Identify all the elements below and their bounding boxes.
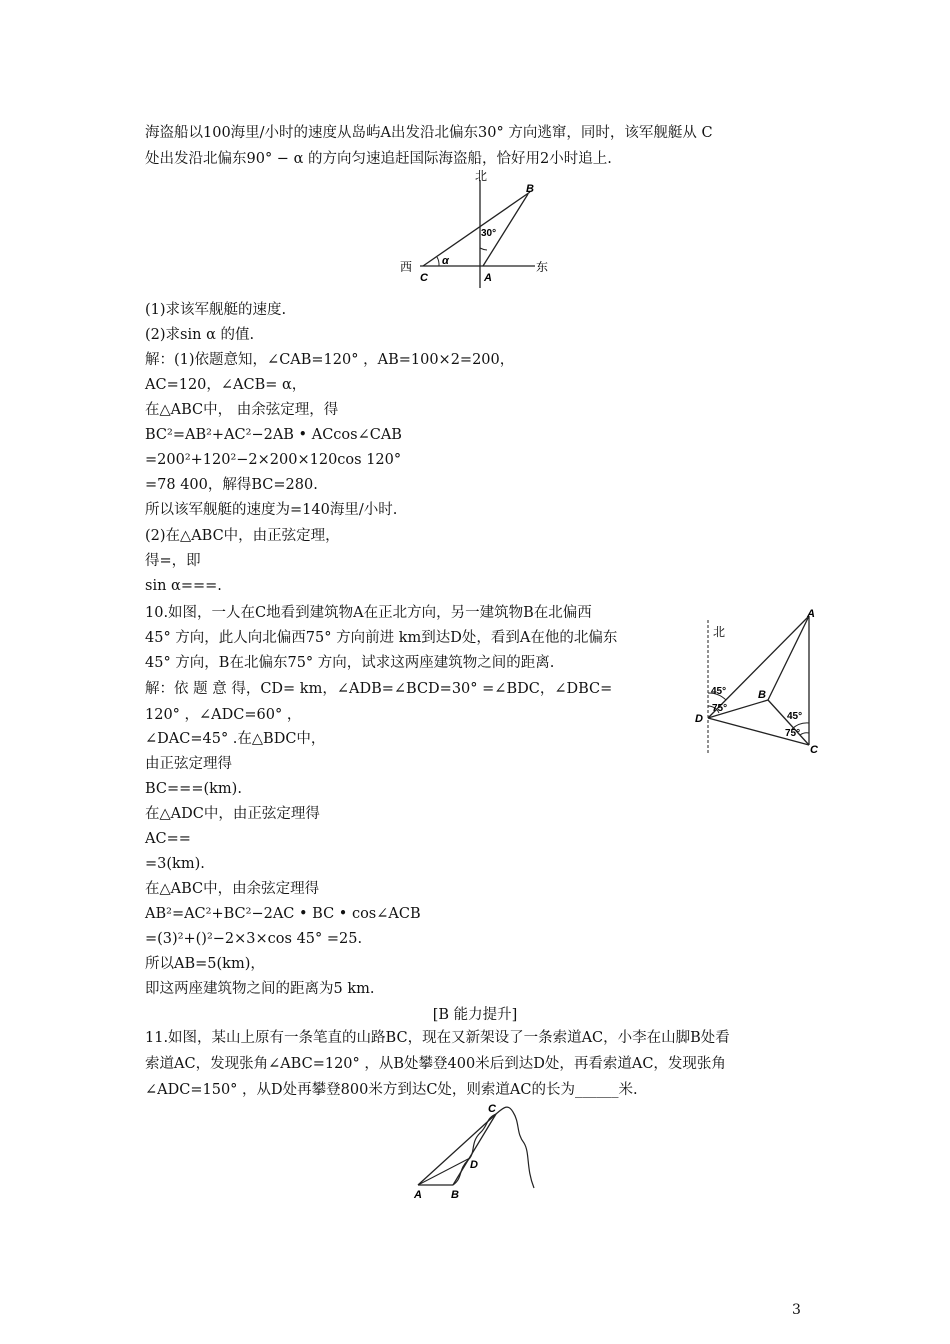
text-line: 所以该军舰艇的速度为=140海里/小时. bbox=[145, 502, 398, 518]
point-c-label: C bbox=[488, 1103, 496, 1115]
text-line: 索道AC，发现张角∠ABC=120° ，从B处攀登400米后到达D处，再看索道AC，发现张角 bbox=[145, 1056, 726, 1072]
angle-75-label: 75° bbox=[785, 728, 801, 739]
page-number: 3 bbox=[792, 1302, 801, 1318]
text-line: 10.如图，一人在C地看到建筑物A在正北方向，另一建筑物B在北偏西 bbox=[145, 605, 592, 621]
text-line: BC===(km). bbox=[145, 781, 242, 797]
text-line: 解：(1)依题意知，∠CAB=120° ，AB=100×2=200， bbox=[145, 352, 515, 368]
point-b-label: B bbox=[758, 689, 766, 701]
angle-75-label: 75° bbox=[712, 703, 728, 714]
text-line: =3(km). bbox=[145, 856, 205, 872]
east-label: 东 bbox=[536, 260, 549, 274]
point-a-label: A bbox=[807, 608, 815, 620]
angle-30-label: 30° bbox=[481, 228, 497, 239]
point-d-label: D bbox=[695, 713, 703, 725]
text-line: 11.如图，某山上原有一条笔直的山路BC，现在又新架设了一条索道AC，小李在山脚B处看 bbox=[145, 1030, 730, 1046]
point-a-label: A bbox=[484, 272, 492, 284]
text-line: 即这两座建筑物之间的距离为5 km. bbox=[145, 981, 375, 997]
text-line: 在△ABC中， 由余弦定理，得 bbox=[145, 402, 339, 418]
text-line: sin α===. bbox=[145, 578, 222, 594]
section-heading: [B 能力提升] bbox=[432, 1007, 518, 1023]
text-line: (1)求该军舰艇的速度. bbox=[145, 302, 287, 318]
text-line: =200²+120²−2×200×120cos 120° bbox=[145, 452, 402, 468]
text-line: AC== bbox=[145, 831, 191, 847]
angle-45-label: 45° bbox=[787, 711, 803, 722]
text-line: (2)求sin α 的值. bbox=[145, 327, 255, 343]
figure-ship-chase bbox=[395, 168, 565, 293]
text-line: 在△ADC中，由正弦定理得 bbox=[145, 806, 320, 822]
point-d-label: D bbox=[470, 1159, 478, 1171]
text-line: BC²=AB²+AC²−2AB • ACcos∠CAB bbox=[145, 427, 402, 443]
text-line: =78 400，解得BC=280. bbox=[145, 477, 318, 493]
north-label: 北 bbox=[713, 625, 726, 639]
alpha-label: α bbox=[442, 255, 449, 267]
text-line: 45° 方向，此人向北偏西75° 方向前进 km到达D处，看到A在他的北偏东 bbox=[145, 630, 618, 646]
text-line: 解：依 题 意 得，CD= km，∠ADB=∠BCD=30° =∠BDC，∠DBC= bbox=[145, 681, 613, 697]
figure-buildings bbox=[690, 605, 825, 760]
text-line: AB²=AC²+BC²−2AC • BC • cos∠ACB bbox=[145, 906, 421, 922]
point-b-label: B bbox=[451, 1189, 459, 1201]
text-line: AC=120，∠ACB= α， bbox=[145, 377, 307, 393]
point-b-label: B bbox=[526, 183, 534, 195]
text-line: =(3)²+()²−2×3×cos 45° =25. bbox=[145, 931, 363, 947]
text-line: (2)在△ABC中，由正弦定理， bbox=[145, 528, 340, 544]
west-label: 西 bbox=[400, 260, 413, 274]
text-line: 120° ，∠ADC=60° ， bbox=[145, 707, 302, 723]
point-c-label: C bbox=[810, 744, 818, 756]
text-line: 海盗船以100海里/小时的速度从岛屿A出发沿北偏东30° 方向逃窜，同时，该军舰艇从 C bbox=[145, 125, 713, 141]
angle-45-label: 45° bbox=[711, 686, 727, 697]
point-a-label: A bbox=[414, 1189, 422, 1201]
text-line: ∠ADC=150° ，从D处再攀登800米方到达C处，则索道AC的长为______米. bbox=[145, 1082, 638, 1098]
text-line: ∠DAC=45° .在△BDC中， bbox=[145, 731, 326, 747]
point-c-label: C bbox=[420, 272, 428, 284]
figure-mountain bbox=[408, 1098, 543, 1203]
text-line: 处出发沿北偏东90° − α 的方向匀速追赶国际海盗船，恰好用2小时追上. bbox=[145, 151, 612, 167]
text-line: 所以AB=5(km)， bbox=[145, 956, 265, 972]
text-line: 得=，即 bbox=[145, 553, 201, 569]
text-line: 在△ABC中，由余弦定理得 bbox=[145, 881, 320, 897]
text-line: 由正弦定理得 bbox=[145, 756, 232, 772]
text-line: 45° 方向，B在北偏东75° 方向，试求这两座建筑物之间的距离. bbox=[145, 655, 555, 671]
north-label: 北 bbox=[475, 169, 488, 183]
